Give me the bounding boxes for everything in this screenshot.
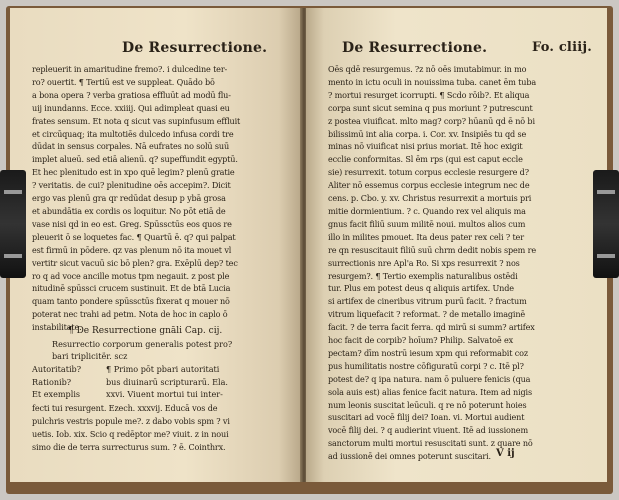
- right-page-text: [328, 63, 600, 463]
- text-line: num leonis suscitat leūculi. q re nō poterunt hoies: [328, 399, 527, 410]
- signature-mark: V ij: [496, 448, 515, 459]
- proof-methods-table: [32, 363, 300, 401]
- text-line: simo die de terra surrecturus sum. ? ē. Cointhrx.: [32, 441, 226, 452]
- text-line: repleuerit in amaritudine fremo?. i dulcedine ter-: [32, 64, 228, 74]
- text-line: gnus facit filiū suum militē noui. multos alios cum: [328, 218, 526, 229]
- text-line: poterat nec trahi ad petm. Nota de hoc in caplo ō: [32, 309, 228, 320]
- text-line: Oēs qdē resurgemus. ?z nō oēs imutabimur. in mo: [328, 64, 527, 74]
- text-line: pleuerit ō se loquetes fac. ¶ Quartū ē. q? qui palpat: [32, 231, 236, 242]
- text-line: fecti tui resurgent. Ezech. xxxvij. Educā vos de: [32, 403, 218, 413]
- text-line: vocē filij dei. ? q audierint viuent. Itē ad iussionem: [328, 425, 528, 436]
- left-page-header: De Resurrectione.: [122, 40, 268, 56]
- text-line: re qn resuscitauit filiū suū chrm dedit nobis spem re: [328, 244, 536, 255]
- text-line: ro q ad voce ancille motus tpm negauit. z post ple: [32, 270, 230, 281]
- text-line: sanctorum multi mortui resuscitati sunt. z quare nō: [328, 438, 533, 449]
- table-row: [32, 363, 300, 376]
- text-line: pectam? dīm nostrū iesum xpm qui reformabit coz: [328, 347, 528, 358]
- text-line: bilissimū int alia corpa. i. Cor. xv. Insipiēs tu qd se: [328, 128, 527, 139]
- text-line: facit. ? de terra facit ferra. qd mirū si summ? artifex: [328, 322, 535, 333]
- text-line: dūdat in sensus corpales. Nā eufrates no solū suū: [32, 141, 230, 152]
- text-line: nitudinē spūssci crucem sustinuit. Et de btā Lucia: [32, 283, 231, 294]
- text-line: potest de? q ipa natura. nam ō puluere fenicis (qua: [328, 373, 531, 384]
- text-line: ? veritatis. de cui? plenitudine oēs accepim?. Dicit: [32, 180, 231, 191]
- text-line: frates sensum. Et nota q sicut vas supinfusum effluit: [32, 115, 241, 126]
- text-line: minas nō viuificat nisi prius moriat. Itē hoc exigit: [328, 141, 523, 152]
- text-line: suscitari ad vocē filij dei? Ioan. vi. Mortui audient: [328, 412, 525, 423]
- method-text: bus diuinarū scripturarū. Ela.: [106, 376, 228, 387]
- text-line: mitie dormientium. ? c. Quando rex vel aliquis ma: [328, 205, 526, 216]
- text-line: illo in milites pmouet. Ita deus pater rex celi ? ter: [328, 231, 524, 242]
- text-line: implet alueū. sed etiā alienū. q? supeffundit egyptū.: [32, 154, 238, 165]
- text-line: ro? ouertit. ¶ Tertiū est ve suppleat. Quādo bō: [32, 76, 215, 87]
- method-text: ¶ Primo pōt pbari autoritati: [106, 364, 220, 374]
- right-binder-clip: [593, 170, 619, 278]
- text-line: Aliter nō essemus corpus ecclesie integrum nec de: [328, 180, 530, 191]
- text-line: et abundātia ex cordis os loquitur. No pōt etiā de: [32, 205, 226, 216]
- text-line: uij inundanns. Ecce. xxiiij. Qui adimpleat quasi eu: [32, 102, 230, 113]
- text-line: pulchris vestris popule me?. z dabo vobis spm ? vi: [32, 415, 230, 426]
- text-line: z postea viuificat. mlto mag? corp? hūanū qd ē nō bi: [328, 115, 535, 126]
- text-line: pus humilitatis nostre cōfiguratū corpi ? c. Itē pl?: [328, 360, 524, 371]
- text-line: uetis. Iob. xix. Scio q redēptor me? viuit. z in noui: [32, 428, 229, 439]
- text-line: hoc facit de corpib? hoīum? Philip. Salvatoē ex: [328, 335, 514, 346]
- left-page: [10, 8, 302, 482]
- text-line: ad iussionē dei omnes poterunt suscitari.: [328, 451, 491, 462]
- clip-band: [597, 254, 615, 258]
- text-line: corpa sunt sicut semina q pus moriunt ? putrescunt: [328, 102, 533, 113]
- right-page-header: De Resurrectione.: [342, 40, 488, 56]
- table-row: [32, 376, 300, 389]
- text-line: surrectionis nre Apl'a Ro. Si xps resurrexit ? nos: [328, 257, 520, 268]
- chapter-line: Resurrectio corporum generalis potest pro?: [52, 339, 233, 349]
- chapter-line: bari triplicitër. scz: [52, 351, 128, 362]
- method-term: Rationib?: [32, 376, 72, 387]
- clip-band: [4, 254, 22, 258]
- chapter-title: ¶ De Resurrectione gnāli Cap. cij.: [68, 326, 223, 336]
- right-page: [306, 8, 607, 482]
- text-line: mento in ictu oculi in nouissima tuba. canet ēm tuba: [328, 76, 537, 87]
- table-row: [32, 388, 300, 401]
- text-line: est firmū in pōdere. qz vas plenum nō ita mouet vl: [32, 244, 232, 255]
- left-page-text: [32, 63, 298, 334]
- folio-number: Fo. cliij.: [532, 40, 592, 55]
- text-line: ? mortui resurget icorrupti. ¶ Scdo rōib?. Et aliqua: [328, 89, 530, 100]
- text-line: sie) resurrexit. totum corpus ecclesie resurgere d?: [328, 167, 529, 178]
- left-page-tail-text: [32, 402, 300, 454]
- text-line: ergo vas plenū gra qr redūdat desup p ybā grosa: [32, 193, 226, 204]
- text-line: tur. Plus em potest deus q aliquis artifex. Unde: [328, 283, 514, 294]
- text-line: resurgem?. ¶ Tertio exemplis naturalibus ostēdi: [328, 270, 518, 281]
- clip-band: [597, 190, 615, 194]
- text-line: cens. p. Cbo. y. xv. Christus resurrexit a mortuis pri: [328, 193, 532, 204]
- left-binder-clip: [0, 170, 26, 278]
- text-line: si artifex de cineribus vitrum purū facit. ? fractum: [328, 296, 527, 307]
- text-line: vertitr sicut vacuū sic bō plen? gra. Exēplū dep? tec: [32, 257, 238, 268]
- clip-band: [4, 190, 22, 194]
- method-term: Autoritatib?: [32, 364, 82, 374]
- text-line: instabilitate.: [32, 322, 82, 333]
- method-text: xxvi. Viuent mortui tui inter-: [106, 389, 223, 400]
- text-line: vitrum liquefacit ? reformat. ? de metallo imaginē: [328, 309, 526, 320]
- text-line: quam tanto pondere spūssctūs fixerat q mouer nō: [32, 296, 230, 307]
- method-term: Et exemplis: [32, 389, 81, 400]
- text-line: a bona opera ? verba gratiosa effluūt ad modū flu-: [32, 89, 231, 100]
- text-line: sola auis est) alias fenice facit natura. Item ad nigis: [328, 386, 532, 397]
- text-line: Et hec plenitudo est in xpo quē legim? plenū gratie: [32, 167, 235, 178]
- chapter-heading-block: [32, 325, 298, 363]
- text-line: et circūquaq; ita multotiēs dulcedo infusa cordi tre: [32, 128, 234, 139]
- text-line: ecclie conformitas. Sl ēm rps (qui est caput eccle: [328, 154, 523, 165]
- text-line: vase nisi qd in eo est. Greg. Spūssctūs eos quos re: [32, 218, 232, 229]
